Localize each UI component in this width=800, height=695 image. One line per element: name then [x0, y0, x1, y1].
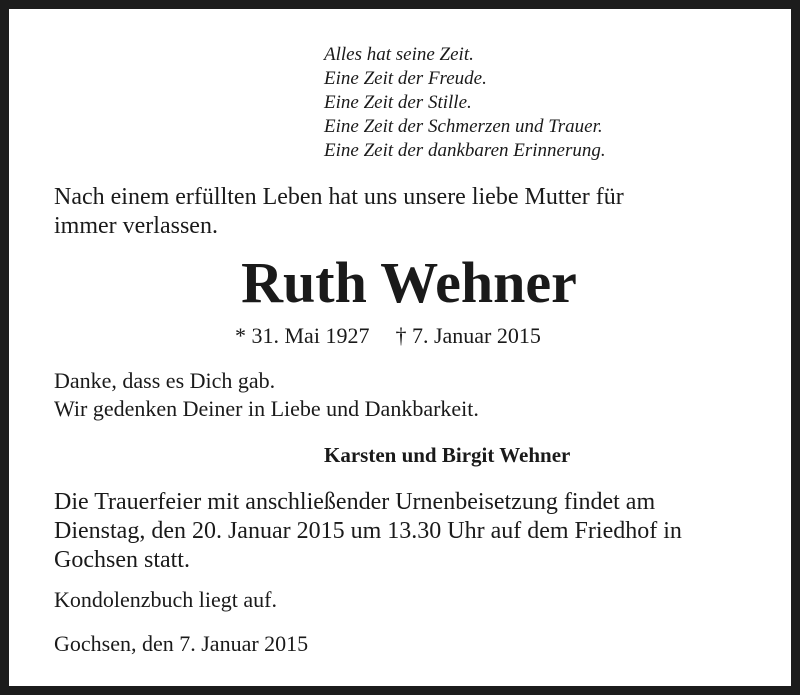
thanks-text [54, 367, 774, 423]
poem [324, 43, 606, 163]
thanks-line: Wir gedenken Deiner in Liebe und Dankbarkeit. [54, 396, 479, 421]
mourners-signature: Karsten und Birgit Wehner [324, 443, 571, 467]
life-dates [235, 322, 541, 350]
poem-line: Eine Zeit der Schmerzen und Trauer. [324, 116, 603, 137]
intro-text [54, 183, 774, 241]
intro-line: immer verlassen. [54, 213, 218, 239]
birth-date: * 31. Mai 1927 [235, 323, 370, 348]
ceremony-line: Gochsen statt. [54, 547, 190, 573]
death-date: † 7. Januar 2015 [395, 323, 541, 348]
ceremony-line: Dienstag, den 20. Januar 2015 um 13.30 Uhr auf dem Friedhof in [54, 518, 682, 544]
funeral-ceremony-info [54, 488, 774, 575]
place-and-date: Gochsen, den 7. Januar 2015 [54, 631, 309, 656]
thanks-line: Danke, dass es Dich gab. [54, 368, 276, 393]
ceremony-line: Die Trauerfeier mit anschließender Urnenbeisetzung findet am [54, 489, 656, 515]
condolence-book-note: Kondolenzbuch liegt auf. [54, 587, 277, 612]
poem-line: Eine Zeit der Freude. [324, 68, 487, 89]
poem-line: Eine Zeit der dankbaren Erinnerung. [324, 140, 606, 161]
intro-line: Nach einem erfüllten Leben hat uns unsere liebe Mutter für [54, 184, 624, 210]
poem-line: Eine Zeit der Stille. [324, 92, 472, 113]
poem-line: Alles hat seine Zeit. [324, 44, 474, 65]
deceased-name: Ruth Wehner [241, 250, 577, 315]
